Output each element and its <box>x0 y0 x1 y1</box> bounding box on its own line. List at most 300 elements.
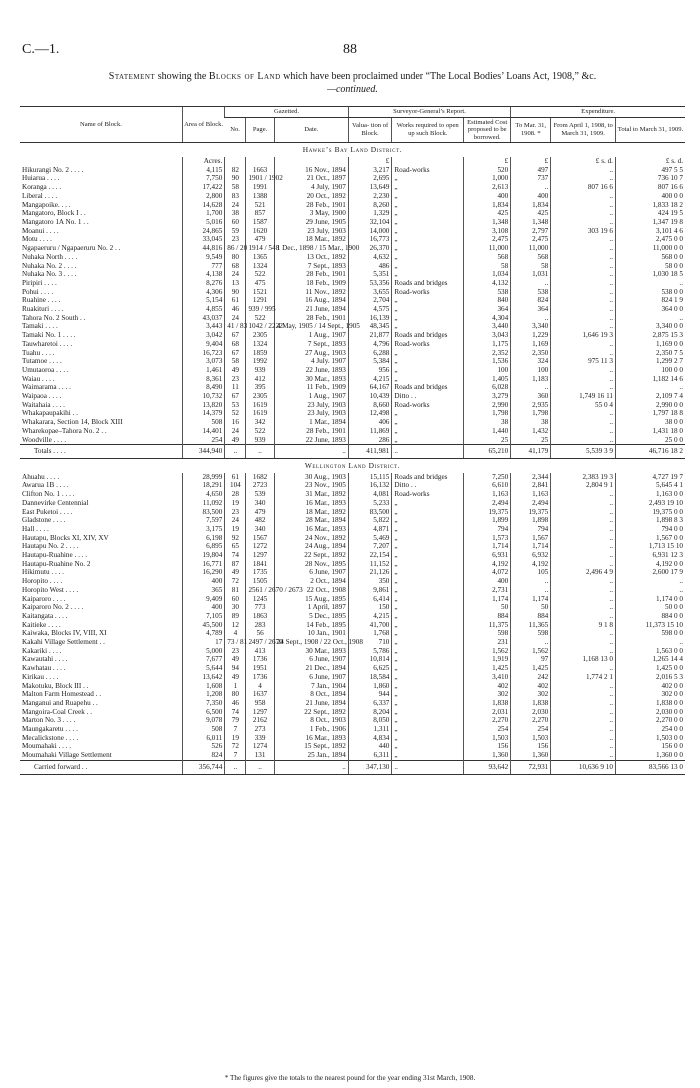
table-cell: 11,000 <box>511 244 551 253</box>
units-row <box>20 157 685 166</box>
table-cell: 1,898 <box>511 516 551 525</box>
table-cell: 28 Nov., 1895 <box>274 560 348 569</box>
unit-to: £ <box>511 157 551 166</box>
table-cell: 4 July, 1907 <box>274 183 348 192</box>
table-cell: „ <box>392 305 464 314</box>
table-row <box>20 595 685 604</box>
table-cell: „ <box>392 235 464 244</box>
table-cell: 8,660 <box>348 401 392 410</box>
table-cell: 2,350 7 5 <box>615 349 685 358</box>
col-to-mar: To Mar. 31, 1908. * <box>511 117 551 143</box>
table-cell: Kaiwaka, Blocks IV, VIII, XI <box>22 629 107 638</box>
table-cell: 2497 / 2670 <box>246 638 274 647</box>
table-cell: „ <box>392 253 464 262</box>
table-cell: 956 <box>348 366 392 375</box>
table-cell: 26,370 <box>348 244 392 253</box>
table-cell: „ <box>392 655 464 664</box>
table-cell: 56 <box>246 629 274 638</box>
table-cell: Kaitieke . . . . <box>22 620 61 629</box>
table-cell: 4,789 <box>182 629 224 638</box>
table-cell: 21,877 <box>348 331 392 340</box>
table-cell: 23 <box>225 508 246 517</box>
table-cell: 1 Feb., 1906 <box>274 725 348 734</box>
table-cell: 1,536 <box>464 357 511 366</box>
table-cell: Manganui and Ruapehu . . <box>22 698 98 707</box>
table-cell: 4,132 <box>464 279 511 288</box>
total-cell: .. <box>392 445 464 459</box>
table-cell: 9 1 8 <box>551 621 616 630</box>
table-cell: 4,192 <box>511 560 551 569</box>
table-cell: „ <box>392 647 464 656</box>
table-row <box>20 508 685 517</box>
col-page: Page. <box>246 117 274 143</box>
table-cell: 508 <box>182 725 224 734</box>
table-cell: 1,562 <box>511 647 551 656</box>
table-cell: 2305 <box>246 392 274 401</box>
table-cell: 1637 <box>246 690 274 699</box>
table-cell: .. <box>551 612 616 621</box>
table-cell: .. <box>551 647 616 656</box>
table-cell: 7 Jan., 1904 <box>274 682 348 691</box>
table-cell: 324 <box>511 357 551 366</box>
table-cell: 1,229 <box>511 331 551 340</box>
table-cell: 425 <box>464 209 511 218</box>
table-cell: .. <box>551 742 616 751</box>
table-cell: Nuhaka No. 3 . . . . <box>22 270 77 279</box>
table-cell: 1,461 <box>182 366 224 375</box>
table-cell: 3,440 <box>464 322 511 331</box>
table-cell: Whakapaupakihi . . <box>22 409 78 418</box>
table-row <box>20 209 685 218</box>
table-cell: 16 Mar., 1893 <box>274 734 348 743</box>
table-cell: 736 10 7 <box>615 174 685 183</box>
table-cell: 67 <box>225 349 246 358</box>
table-cell: „ <box>392 218 464 227</box>
table-cell: 92 <box>225 534 246 543</box>
table-cell: .. <box>615 586 685 595</box>
table-cell: 1,168 13 0 <box>551 655 616 664</box>
total-cell: .. <box>225 760 246 774</box>
table-cell: 2,475 <box>511 235 551 244</box>
table-cell: 32,104 <box>348 218 392 227</box>
table-cell: 11,365 <box>511 621 551 630</box>
table-cell: 254 0 0 <box>615 725 685 734</box>
table-cell: Dannevirke Centennial <box>22 498 89 507</box>
table-cell: „ <box>392 270 464 279</box>
table-cell: Hautapu, Blocks XI, XIV, XV <box>22 533 109 542</box>
table-cell: „ <box>392 525 464 534</box>
table-cell: 29 June, 1905 <box>274 218 348 227</box>
table-cell: 5,822 <box>348 516 392 525</box>
table-cell: 22 June, 1893 <box>274 366 348 375</box>
table-cell: 11 Nov., 1892 <box>274 288 348 297</box>
table-cell: 400 0 0 <box>615 192 685 201</box>
table-cell: 400 <box>511 192 551 201</box>
table-cell: 1587 <box>246 218 274 227</box>
table-cell: 568 <box>511 253 551 262</box>
table-cell: 1,169 0 0 <box>615 340 685 349</box>
table-row <box>20 314 685 323</box>
table-cell: 6,500 <box>182 708 224 717</box>
table-cell: 2,600 17 9 <box>615 568 685 577</box>
table-cell: 4,138 <box>182 270 224 279</box>
table-cell: 1,834 <box>464 201 511 210</box>
table-cell: 1,425 <box>464 664 511 673</box>
table-cell: 7,207 <box>348 542 392 551</box>
table-cell: Tamaki No. 1 . . . . <box>22 331 76 340</box>
table-cell: 15 Aug., 1895 <box>274 595 348 604</box>
table-cell: 53 <box>225 401 246 410</box>
table-cell: 1859 <box>246 349 274 358</box>
table-cell: 6,011 <box>182 734 224 743</box>
table-cell: 402 0 0 <box>615 682 685 691</box>
table-cell: 1,360 0 0 <box>615 751 685 760</box>
total-cell: .. <box>225 445 246 459</box>
table-body <box>20 143 685 774</box>
table-cell: 5,351 <box>348 270 392 279</box>
unit-from: £ s. d. <box>551 157 616 166</box>
table-cell: 5,154 <box>182 296 224 305</box>
table-row <box>20 516 685 525</box>
table-cell: Mangoira-Coal Creek . . <box>22 707 93 716</box>
table-cell: 44,816 <box>182 244 224 253</box>
table-cell: .. <box>551 427 616 436</box>
table-row <box>20 331 685 340</box>
table-cell: 824 <box>511 296 551 305</box>
table-cell: 1,208 <box>182 690 224 699</box>
table-cell: 150 <box>348 603 392 612</box>
table-cell: „ <box>392 296 464 305</box>
total-cell: 344,940 <box>182 445 224 459</box>
table-cell: 1736 <box>246 673 274 682</box>
table-cell: Gladstone . . . . <box>22 516 66 525</box>
table-cell: .. <box>551 490 616 499</box>
table-cell: 497 5 5 <box>615 166 685 175</box>
table-cell: 46 <box>225 699 246 708</box>
table-cell: 1,360 <box>511 751 551 760</box>
table-cell: 4,081 <box>348 490 392 499</box>
table-cell: 1,838 <box>511 699 551 708</box>
table-row <box>20 409 685 418</box>
table-cell: .. <box>551 375 616 384</box>
table-cell: 8,361 <box>182 375 224 384</box>
table-cell: 11 Feb., 1909 <box>274 383 348 392</box>
table-cell: 23 Nov., 1905 <box>274 481 348 490</box>
table-cell: 67 <box>225 331 246 340</box>
table-row <box>20 270 685 279</box>
table-cell: 6,028 <box>464 383 511 392</box>
table-cell: „ <box>392 577 464 586</box>
page-number: 88 <box>343 42 357 57</box>
table-cell: 2,494 <box>511 499 551 508</box>
table-cell: 3,043 <box>464 331 511 340</box>
table-cell: 13,649 <box>348 183 392 192</box>
table-cell: 38 <box>464 418 511 427</box>
table-cell: 794 0 0 <box>615 525 685 534</box>
table-row <box>20 629 685 638</box>
table-cell: 2,613 <box>464 183 511 192</box>
table-cell: 1,562 <box>464 647 511 656</box>
table-cell: 10,439 <box>348 392 392 401</box>
table-cell: .. <box>511 279 551 288</box>
table-cell: 395 <box>246 383 274 392</box>
table-cell: 402 <box>511 682 551 691</box>
table-cell: 2,016 5 3 <box>615 673 685 682</box>
table-cell: 1 April, 1897 <box>274 603 348 612</box>
table-cell: 50 <box>464 603 511 612</box>
table-row <box>20 366 685 375</box>
table-cell: Wharekopae–Tahora No. 2 . . <box>22 426 107 435</box>
table-cell: 5,645 4 1 <box>615 481 685 490</box>
table-cell: 440 <box>348 742 392 751</box>
table-cell: 1,797 18 8 <box>615 409 685 418</box>
table-cell: 50 <box>511 603 551 612</box>
table-cell: 9,549 <box>182 253 224 262</box>
table-cell: 15 Sept., 1892 <box>274 742 348 751</box>
table-cell: 8,050 <box>348 716 392 725</box>
table-cell: .. <box>551 534 616 543</box>
table-cell: 7,597 <box>182 516 224 525</box>
table-cell: .. <box>551 174 616 183</box>
table-cell: 24 <box>225 270 246 279</box>
table-cell: 25 <box>511 436 551 445</box>
table-cell: .. <box>551 201 616 210</box>
table-row <box>20 401 685 410</box>
table-cell: 28 Mar., 1894 <box>274 516 348 525</box>
table-cell: 74 <box>225 551 246 560</box>
table-cell: 19,804 <box>182 551 224 560</box>
table-cell: 49 <box>225 655 246 664</box>
table-cell: 48,345 <box>348 322 392 331</box>
table-row <box>20 418 685 427</box>
table-row <box>20 383 685 392</box>
table-cell: 87 <box>225 560 246 569</box>
table-cell: „ <box>392 322 464 331</box>
table-cell: 1,834 <box>511 201 551 210</box>
table-cell: Moumahaki Village Settlement <box>22 751 112 760</box>
table-cell: 2,030 <box>511 708 551 717</box>
table-cell: 737 <box>511 174 551 183</box>
table-cell: 68 <box>225 340 246 349</box>
table-cell: .. <box>551 192 616 201</box>
table-cell: 7,750 <box>182 174 224 183</box>
table-cell: 16,290 <box>182 568 224 577</box>
table-cell: Mangapoike. . . . <box>22 200 71 209</box>
unit-empty <box>20 157 182 166</box>
table-cell: 24 Nov., 1892 <box>274 534 348 543</box>
table-cell: 18 Feb., 1909 <box>274 279 348 288</box>
table-cell: „ <box>392 664 464 673</box>
table-cell: Ditto . . <box>392 481 464 490</box>
table-cell: 1619 <box>246 409 274 418</box>
table-cell: 413 <box>246 647 274 656</box>
table-row <box>20 690 685 699</box>
total-cell: 83,566 13 0 <box>615 760 685 774</box>
table-cell: „ <box>392 174 464 183</box>
table-cell: Tauwharetoi . . . . <box>22 339 73 348</box>
table-cell: 49 <box>225 366 246 375</box>
table-row <box>20 647 685 656</box>
total-cell: 411,981 <box>348 445 392 459</box>
table-cell: .. <box>551 383 616 392</box>
table-cell: 3,217 <box>348 166 392 175</box>
table-cell: 598 <box>464 629 511 638</box>
table-row <box>20 322 685 331</box>
table-cell: 97 <box>511 655 551 664</box>
table-cell: 1,163 0 0 <box>615 490 685 499</box>
table-cell: 25 Jan., 1894 <box>274 751 348 760</box>
total-cell: 356,744 <box>182 760 224 774</box>
table-cell: Umutaoroa . . . . <box>22 365 69 374</box>
table-cell: 6,932 <box>511 551 551 560</box>
table-cell: 6 June, 1907 <box>274 568 348 577</box>
table-cell: Waiau . . . . <box>22 374 55 383</box>
table-cell: 1,360 <box>464 751 511 760</box>
table-cell: Waimarama . . . . <box>22 383 71 392</box>
blocks-table <box>20 106 685 775</box>
table-cell: 21 June, 1894 <box>274 699 348 708</box>
table-cell: 41,700 <box>348 621 392 630</box>
table-cell: 824 <box>182 751 224 760</box>
table-cell: 1,175 <box>464 340 511 349</box>
table-cell: .. <box>551 296 616 305</box>
table-cell: 23 July, 1903 <box>274 409 348 418</box>
total-cell: Totals . . . . <box>20 445 182 459</box>
table-cell: 89 <box>225 612 246 621</box>
table-cell: 12,498 <box>348 409 392 418</box>
table-row <box>20 183 685 192</box>
table-row <box>20 174 685 183</box>
table-cell: 4,796 <box>348 340 392 349</box>
table-cell: 20 Oct., 1892 <box>274 192 348 201</box>
table-cell: 73 / 81 <box>225 638 246 647</box>
table-cell: Waipaoa . . . . <box>22 392 62 401</box>
table-cell: 4,215 <box>348 375 392 384</box>
table-cell: 1297 <box>246 551 274 560</box>
col-area: Area of Block. <box>182 107 224 143</box>
table-cell: 6 June, 1907 <box>274 655 348 664</box>
table-cell: Whakarara, Section 14, Block XIII <box>22 418 123 427</box>
table-row <box>20 664 685 673</box>
table-cell: .. <box>615 577 685 586</box>
table-row <box>20 349 685 358</box>
table-cell: 6,414 <box>348 595 392 604</box>
table-cell: 28 <box>225 490 246 499</box>
table-cell: .. <box>551 716 616 725</box>
table-cell: Road-works <box>392 401 464 410</box>
table-cell: 7,105 <box>182 612 224 621</box>
table-cell: Hautapu-Ruahine No. 2 <box>22 559 91 568</box>
table-cell: 6,288 <box>348 349 392 358</box>
table-cell: 360 <box>511 392 551 401</box>
table-cell: 520 <box>464 166 511 175</box>
table-cell: Hikimutu . . . . <box>22 568 64 577</box>
table-cell: 19,375 <box>511 508 551 517</box>
table-cell: 1,768 <box>348 629 392 638</box>
table-cell: 3,655 <box>348 288 392 297</box>
table-cell: 1,838 0 0 <box>615 699 685 708</box>
table-cell: Kawhatau . . . . <box>22 664 66 673</box>
table-row <box>20 525 685 534</box>
table-cell: 1,174 <box>511 595 551 604</box>
table-cell: 3,410 <box>464 673 511 682</box>
table-cell: 4,192 0 0 <box>615 560 685 569</box>
unit-empty <box>225 157 246 166</box>
table-cell: 83,500 <box>348 508 392 517</box>
table-cell: 3,340 0 0 <box>615 322 685 331</box>
table-row <box>20 192 685 201</box>
table-cell: Malton Farm Homestead . . <box>22 690 102 699</box>
table-cell: „ <box>392 708 464 717</box>
table-cell: 1,347 19 8 <box>615 218 685 227</box>
table-cell: 11,152 <box>348 560 392 569</box>
table-cell: 2,841 <box>511 481 551 490</box>
table-cell: 1274 <box>246 742 274 751</box>
table-cell: 1,646 19 3 <box>551 331 616 340</box>
col-works: Works required to open up such Block. <box>392 117 464 143</box>
footnote: * The figures give the totals to the nearest pound for the year ending 31st March, 1908. <box>224 1074 476 1082</box>
table-cell: 508 <box>182 418 224 427</box>
page-header <box>0 42 700 58</box>
table-cell: 1,440 <box>464 427 511 436</box>
table-row <box>20 534 685 543</box>
table-cell: 16 Mar., 1893 <box>274 499 348 508</box>
table-cell: 9,404 <box>182 340 224 349</box>
table-cell: 1992 <box>246 357 274 366</box>
table-cell: 479 <box>246 508 274 517</box>
table-cell: 598 <box>511 629 551 638</box>
table-row <box>20 288 685 297</box>
table-cell: 1,567 0 0 <box>615 534 685 543</box>
table-cell: 21,126 <box>348 568 392 577</box>
table-cell: 6 June, 1907 <box>274 673 348 682</box>
table-cell: „ <box>392 725 464 734</box>
table-cell: Horopito West . . . . <box>22 585 79 594</box>
table-cell: .. <box>615 279 685 288</box>
table-cell: 2,990 0 0 <box>615 401 685 410</box>
table-cell: 1,174 0 0 <box>615 595 685 604</box>
table-cell: Road-works <box>392 490 464 499</box>
table-row <box>20 682 685 691</box>
table-cell: 1,031 <box>511 270 551 279</box>
col-name: Name of Block. <box>20 107 182 143</box>
table-row <box>20 357 685 366</box>
table-cell: Horopito . . . . <box>22 577 63 586</box>
table-cell: „ <box>392 699 464 708</box>
total-cell: 46,716 18 2 <box>615 445 685 459</box>
table-cell: .. <box>551 499 616 508</box>
table-cell: 1,774 2 1 <box>551 673 616 682</box>
table-cell: 1841 <box>246 560 274 569</box>
table-cell: .. <box>551 253 616 262</box>
table-cell: 242 <box>511 673 551 682</box>
table-cell: 21 June, 1894 <box>274 305 348 314</box>
table-cell: Roads and bridges <box>392 279 464 288</box>
table-cell: 1,919 <box>464 655 511 664</box>
table-cell: Tamaki . . . . <box>22 322 58 331</box>
table-cell: Roads and bridges <box>392 331 464 340</box>
table-cell: .. <box>551 409 616 418</box>
table-cell: 482 <box>246 516 274 525</box>
table-cell: 1663 <box>246 166 274 175</box>
table-cell: 2,797 <box>511 227 551 236</box>
table-cell: 526 <box>182 742 224 751</box>
table-cell: 16,773 <box>348 235 392 244</box>
title-lead: Statement <box>108 71 156 82</box>
table-cell: 4 <box>246 682 274 691</box>
table-cell: 5 Dec., 1895 <box>274 612 348 621</box>
table-cell: 1 Aug., 1907 <box>274 331 348 340</box>
